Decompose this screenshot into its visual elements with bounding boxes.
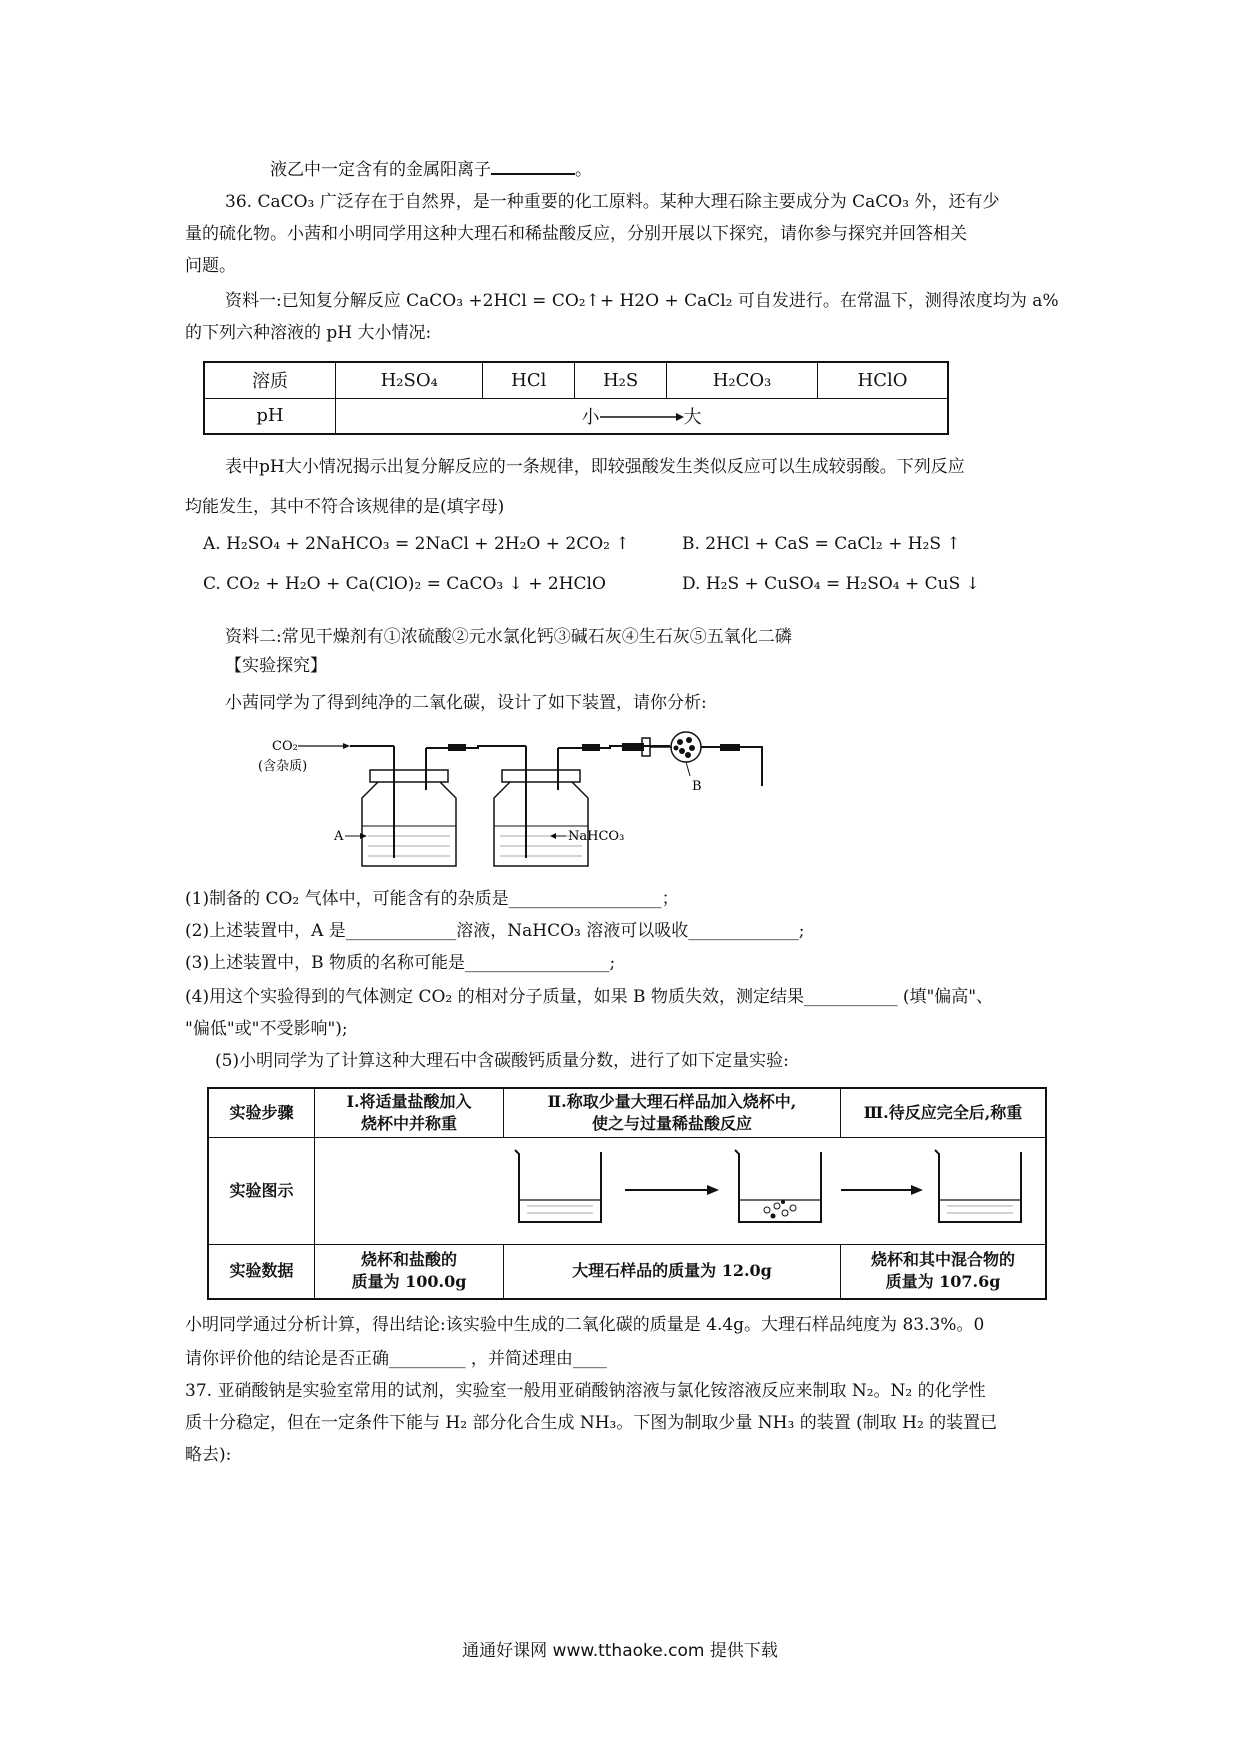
ph-small-label: 小 (581, 406, 600, 428)
data-2-cell: 大理石样品的质量为 12.0g (504, 1245, 841, 1299)
step-1-cell (315, 1088, 504, 1138)
table-cell: HCl (483, 362, 575, 398)
ref1-line-1: 资料一:已知复分解反应 CaCO₃ +2HCl = CO₂↑+ H2O + CaCl₂ 可自发进行。在常温下，测得浓度均为 a% (225, 291, 1059, 311)
option-c: C. CO₂ + H₂O + Ca(ClO)₂ = CaCO₃ ↓ + 2HClO (203, 574, 606, 594)
option-b: B. 2HCl + CaS = CaCl₂ + H₂S ↑ (682, 534, 961, 554)
question-3: (3)上述装置中，B 物质的名称可能是_________________; (185, 953, 616, 973)
beaker-icon (935, 1150, 1021, 1222)
previous-question-tail (270, 155, 1150, 186)
label-nahco3: NaHCO₃ (568, 829, 625, 844)
rule-line-2: 均能发生，其中不符合该规律的是(填字母) (185, 497, 505, 517)
label-a: A (334, 829, 344, 844)
q36-line-1: 36. CaCO₃ 广泛存在于自然界，是一种重要的化工原料。某种大理石除主要成分为 CaCO₃ 外，还有少 (225, 192, 1000, 212)
text-line: Ⅰ.将适量盐酸加入 (346, 1092, 472, 1111)
table-header: 实验图示 (208, 1138, 315, 1245)
option-d: D. H₂S + CuSO₄ = H₂SO₄ + CuS ↓ (682, 574, 980, 594)
table-cell: H₂CO₃ (666, 362, 817, 398)
beaker-icon (515, 1150, 601, 1222)
gas-purification-apparatus (230, 728, 770, 878)
experiment-intro: 小茜同学为了得到纯净的二氧化碳，设计了如下装置，请你分析: (225, 693, 707, 713)
option-a: A. H₂SO₄ + 2NaHCO₃ = 2NaCl + 2H₂O + 2CO₂ ↑ (203, 534, 630, 554)
table-header: 实验数据 (208, 1245, 315, 1299)
ph-trend-cell (336, 398, 949, 434)
question-5: (5)小明同学为了计算这种大理石中含碳酸钙质量分数，进行了如下定量实验: (215, 1051, 789, 1071)
text-line: 烧杯和盐酸的 (360, 1250, 457, 1270)
question-4-line-2: "偏低"或"不受影响"); (185, 1019, 348, 1039)
table-cell: HClO (818, 362, 948, 398)
step-3-cell: Ⅲ.待反应完全后,称重 (841, 1088, 1047, 1138)
answer-blank (491, 155, 575, 175)
question-1: (1)制备的 CO₂ 气体中，可能含有的杂质是__________________； (185, 889, 679, 909)
question-2: (2)上述装置中，A 是_____________溶液，NaHCO₃ 溶液可以吸收_____________; (185, 921, 805, 941)
question-4-line-1: (4)用这个实验得到的气体测定 CO₂ 的相对分子质量，如果 B 物质失效，测定结果___________ (填"偏高"、 (185, 987, 994, 1007)
arrow-icon (600, 407, 684, 428)
wash-bottle-nahco3 (494, 746, 588, 866)
beaker-with-marble-icon (735, 1150, 821, 1222)
data-3-cell (841, 1245, 1047, 1299)
table-header: 溶质 (204, 362, 336, 398)
wash-bottle-a (350, 746, 456, 866)
ref2-line: 资料二:常见干燥剂有①浓硫酸②元水氯化钙③碱石灰④生石灰⑤五氧化二磷 (225, 627, 792, 647)
page-footer: 通通好课网 www.tthaoke.com 提供下载 (462, 1641, 778, 1661)
co2-label: CO₂ (272, 739, 298, 754)
table-cell: H₂SO₄ (336, 362, 483, 398)
impurity-label: (含杂质) (258, 759, 308, 774)
arrow-icon (625, 1185, 719, 1195)
table-header: pH (204, 398, 336, 434)
arrow-icon (841, 1185, 923, 1195)
q36-line-2: 量的硫化物。小茜和小明同学用这种大理石和稀盐酸反应，分别开展以下探究，请你参与探究并回答相关 (185, 224, 967, 244)
q37-line-2: 质十分稳定，但在一定条件下能与 H₂ 部分化合生成 NH₃。下图为制取少量 NH₃ 的装置 (制取 H₂ 的装置已 (185, 1413, 998, 1433)
label-b: B (692, 779, 702, 794)
text-line: 。 (575, 160, 592, 180)
q37-line-1: 37. 亚硝酸钠是实验室常用的试剂，实验室一般用亚硝酸钠溶液与氯化铵溶液反应来制取 N₂。N₂ 的化学性 (185, 1381, 986, 1401)
text-line: 烧杯和其中混合物的 (870, 1250, 1015, 1270)
conclusion-line-1: 小明同学通过分析计算，得出结论:该实验中生成的二氧化碳的质量是 4.4g。大理石样品纯度为 83.3%。0 (185, 1315, 985, 1335)
experiment-table (207, 1087, 1047, 1300)
step-2-cell (504, 1088, 841, 1138)
q37-line-3: 略去): (185, 1445, 232, 1465)
beaker-sequence (315, 1138, 1045, 1238)
text-line: 质量为 107.6g (885, 1272, 1001, 1292)
q36-line-3: 问题。 (185, 256, 236, 276)
data-1-cell (315, 1245, 504, 1299)
text-line: 质量为 100.0g (351, 1272, 467, 1292)
figure-cell (315, 1138, 1047, 1245)
ph-big-label: 大 (683, 406, 702, 428)
ref1-line-2: 的下列六种溶液的 pH 大小情况: (185, 323, 432, 343)
rule-line-1: 表中pH大小情况揭示出复分解反应的一条规律，即较强酸发生类似反应可以生成较弱酸。下列反应 (225, 457, 965, 477)
text-line: 液乙中一定含有的金属阳离子 (270, 160, 491, 180)
ph-table (203, 361, 949, 435)
experiment-title: 【实验探究】 (225, 656, 327, 676)
table-header: 实验步骤 (208, 1088, 315, 1138)
text-line: Ⅱ.称取少量大理石样品加入烧杯中, (547, 1092, 797, 1111)
drying-tube-b (642, 732, 762, 786)
text-line: 使之与过量稀盐酸反应 (591, 1114, 752, 1133)
conclusion-line-2: 请你评价他的结论是否正确_________ ，并简述理由____ (185, 1349, 607, 1369)
table-cell: H₂S (575, 362, 667, 398)
text-line: 烧杯中并称重 (360, 1114, 457, 1133)
